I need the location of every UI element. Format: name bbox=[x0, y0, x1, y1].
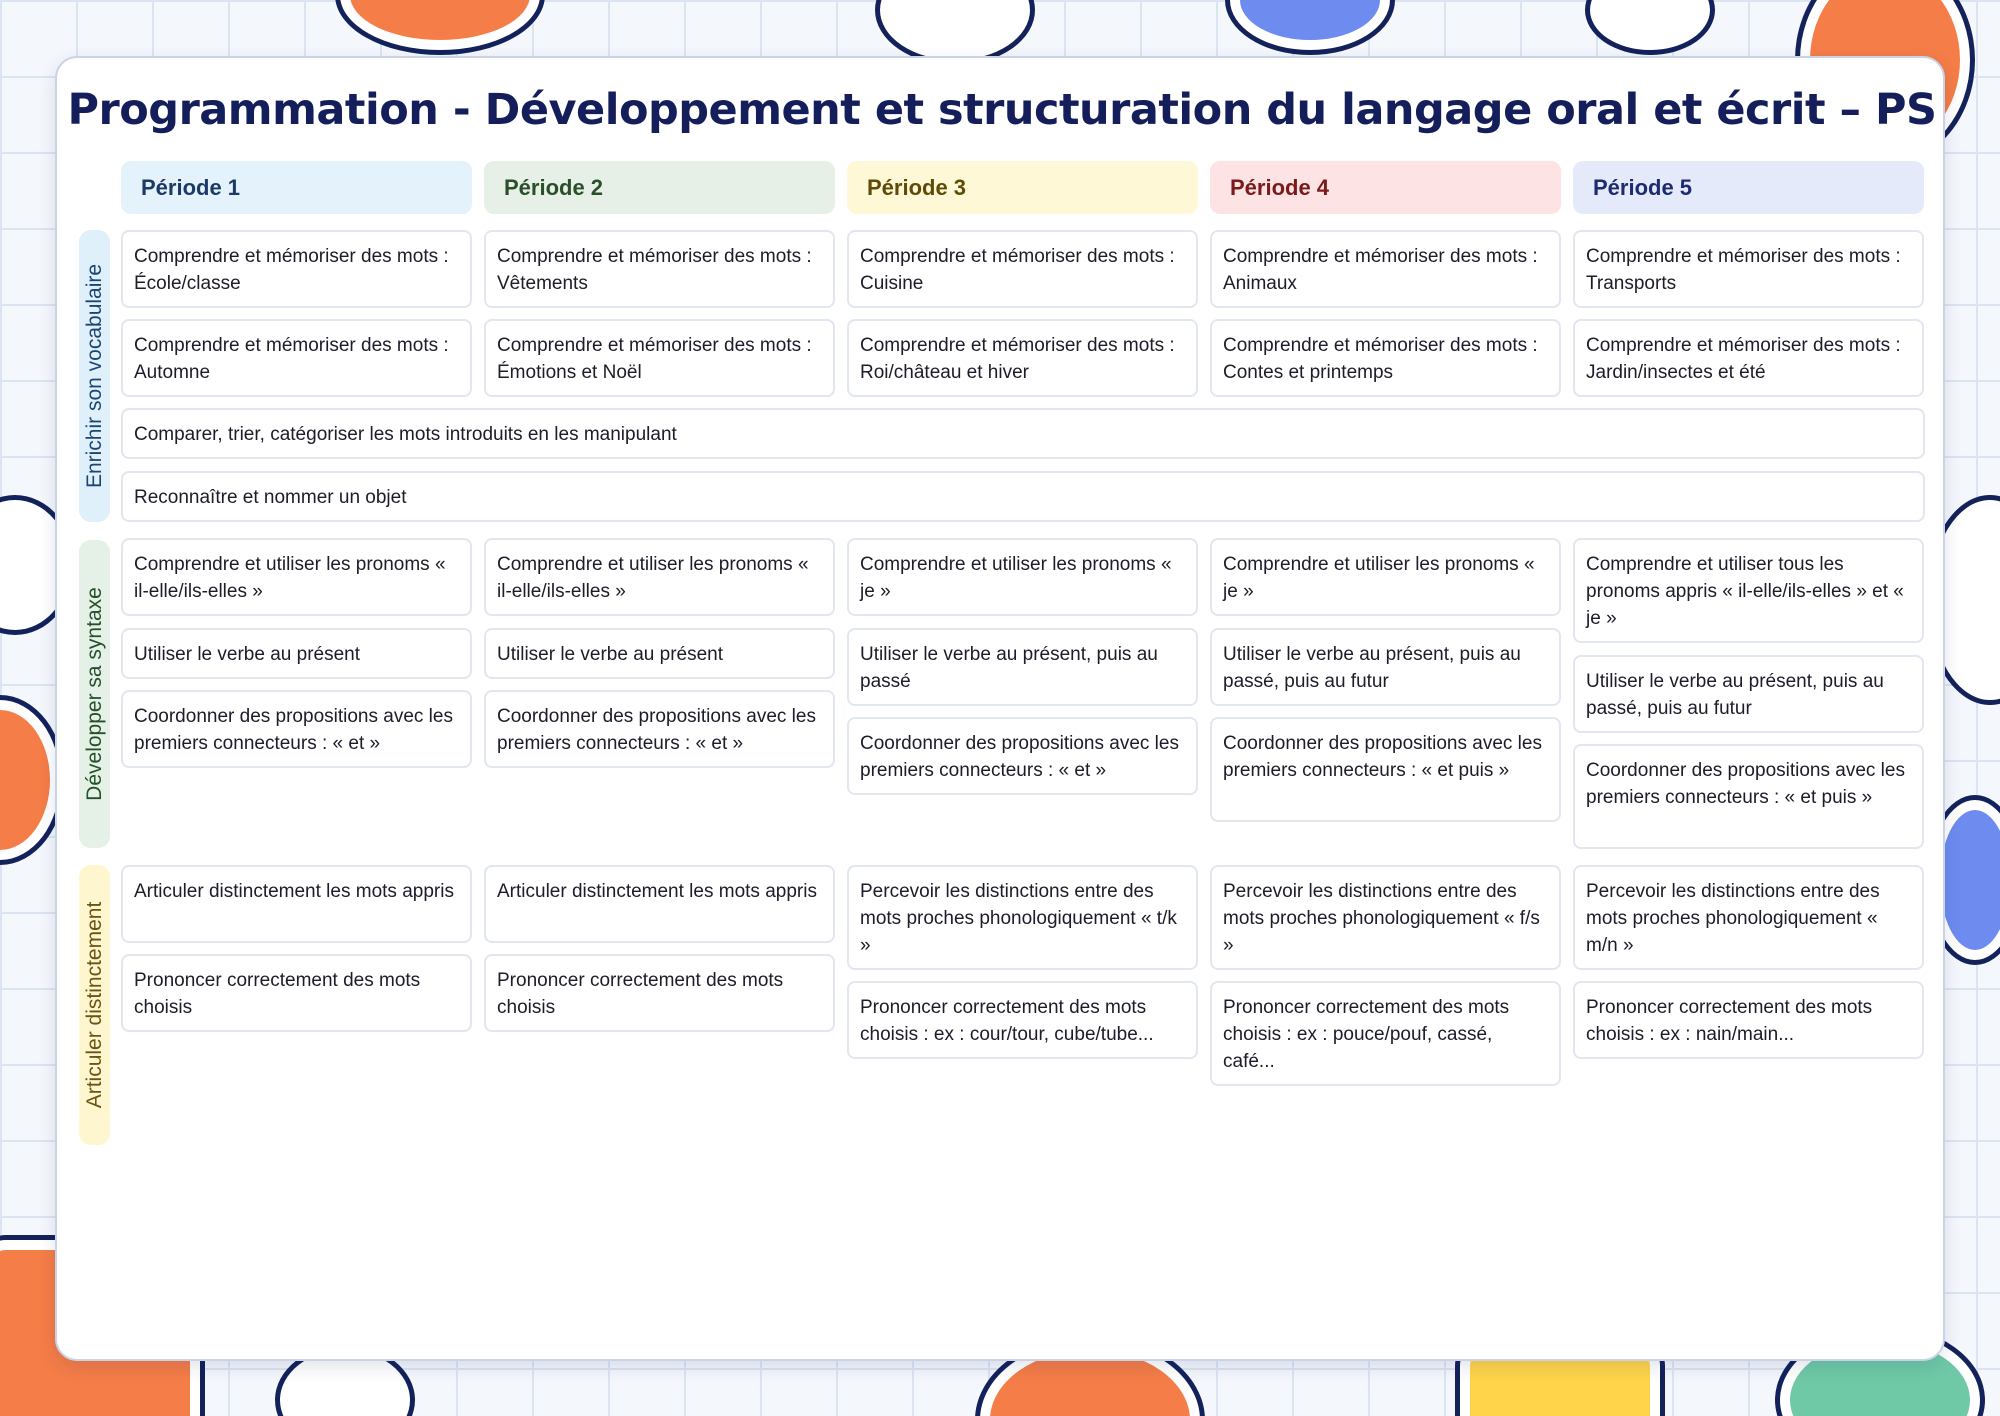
articulation-cell: Articuler distinctement les mots appris bbox=[484, 865, 835, 943]
syntax-cell: Utiliser le verbe au présent, puis au passé, puis au futur bbox=[1210, 628, 1561, 706]
domain-label-syntaxe bbox=[79, 540, 110, 848]
sticker-decoration bbox=[0, 700, 60, 860]
vocab-wide-cell: Reconnaître et nommer un objet bbox=[121, 471, 1925, 522]
vocab-cell: Comprendre et mémoriser des mots : Roi/château et hiver bbox=[847, 319, 1198, 397]
period-header-2: Période 2 bbox=[484, 161, 835, 214]
period-header-5: Période 5 bbox=[1573, 161, 1924, 214]
domain-label-articulation bbox=[79, 865, 110, 1145]
syntax-cell: Comprendre et utiliser les pronoms « je » bbox=[1210, 538, 1561, 616]
articulation-cell: Prononcer correctement des mots choisis bbox=[121, 954, 472, 1032]
page-title: Programmation - Développement et structuration du langage oral et écrit – PS bbox=[67, 85, 1937, 135]
period-header-3: Période 3 bbox=[847, 161, 1198, 214]
syntax-cell: Utiliser le verbe au présent, puis au passé, puis au futur bbox=[1573, 655, 1924, 733]
articulation-cell: Percevoir les distinctions entre des mots proches phonologiquement « t/k » bbox=[847, 865, 1198, 970]
articulation-cell: Percevoir les distinctions entre des mots proches phonologiquement « f/s » bbox=[1210, 865, 1561, 970]
articulation-cell: Prononcer correctement des mots choisis : ex : cour/tour, cube/tube... bbox=[847, 981, 1198, 1059]
vocab-cell: Comprendre et mémoriser des mots : Contes et printemps bbox=[1210, 319, 1561, 397]
sticker-decoration bbox=[1590, 0, 1710, 50]
articulation-cell: Prononcer correctement des mots choisis : ex : nain/main... bbox=[1573, 981, 1924, 1059]
domain-label-text: Articuler distinctement bbox=[82, 901, 106, 1109]
vocab-cell: Comprendre et mémoriser des mots : Automne bbox=[121, 319, 472, 397]
period-header-4: Période 4 bbox=[1210, 161, 1561, 214]
articulation-cell: Prononcer correctement des mots choisis bbox=[484, 954, 835, 1032]
sticker-decoration bbox=[880, 0, 1030, 60]
syntax-cell: Coordonner des propositions avec les premiers connecteurs : « et » bbox=[484, 690, 835, 768]
articulation-cell: Percevoir les distinctions entre des mots proches phonologiquement « m/n » bbox=[1573, 865, 1924, 970]
articulation-cell: Prononcer correctement des mots choisis : ex : pouce/pouf, cassé, café... bbox=[1210, 981, 1561, 1086]
syntax-cell: Coordonner des propositions avec les premiers connecteurs : « et puis » bbox=[1573, 744, 1924, 849]
vocab-cell: Comprendre et mémoriser des mots : Transports bbox=[1573, 230, 1924, 308]
syntax-cell: Comprendre et utiliser les pronoms « il-elle/ils-elles » bbox=[484, 538, 835, 616]
vocab-cell: Comprendre et mémoriser des mots : Jardin/insectes et été bbox=[1573, 319, 1924, 397]
syntax-cell: Comprendre et utiliser les pronoms « il-elle/ils-elles » bbox=[121, 538, 472, 616]
syntax-cell: Coordonner des propositions avec les premiers connecteurs : « et puis » bbox=[1210, 717, 1561, 822]
syntax-cell: Utiliser le verbe au présent, puis au passé bbox=[847, 628, 1198, 706]
domain-label-text: Développer sa syntaxe bbox=[82, 587, 106, 801]
syntax-cell: Coordonner des propositions avec les premiers connecteurs : « et » bbox=[847, 717, 1198, 795]
vocab-cell: Comprendre et mémoriser des mots : Cuisine bbox=[847, 230, 1198, 308]
period-header-1: Période 1 bbox=[121, 161, 472, 214]
syntax-cell: Comprendre et utiliser tous les pronoms appris « il-elle/ils-elles » et « je » bbox=[1573, 538, 1924, 643]
syntax-cell: Comprendre et utiliser les pronoms « je » bbox=[847, 538, 1198, 616]
domain-label-text: Enrichir son vocabulaire bbox=[82, 263, 106, 489]
vocab-cell: Comprendre et mémoriser des mots : Vêtements bbox=[484, 230, 835, 308]
syntax-cell: Utiliser le verbe au présent bbox=[484, 628, 835, 679]
vocab-cell: Comprendre et mémoriser des mots : Émotions et Noël bbox=[484, 319, 835, 397]
syntax-cell: Utiliser le verbe au présent bbox=[121, 628, 472, 679]
domain-label-vocabulaire bbox=[79, 230, 110, 522]
vocab-wide-cell: Comparer, trier, catégoriser les mots introduits en les manipulant bbox=[121, 408, 1925, 459]
vocab-cell: Comprendre et mémoriser des mots : École/classe bbox=[121, 230, 472, 308]
vocab-cell: Comprendre et mémoriser des mots : Animaux bbox=[1210, 230, 1561, 308]
sticker-decoration bbox=[1230, 0, 1390, 50]
syntax-cell: Coordonner des propositions avec les premiers connecteurs : « et » bbox=[121, 690, 472, 768]
programmation-board bbox=[55, 56, 1945, 1361]
articulation-cell: Articuler distinctement les mots appris bbox=[121, 865, 472, 943]
sticker-decoration bbox=[340, 0, 540, 50]
